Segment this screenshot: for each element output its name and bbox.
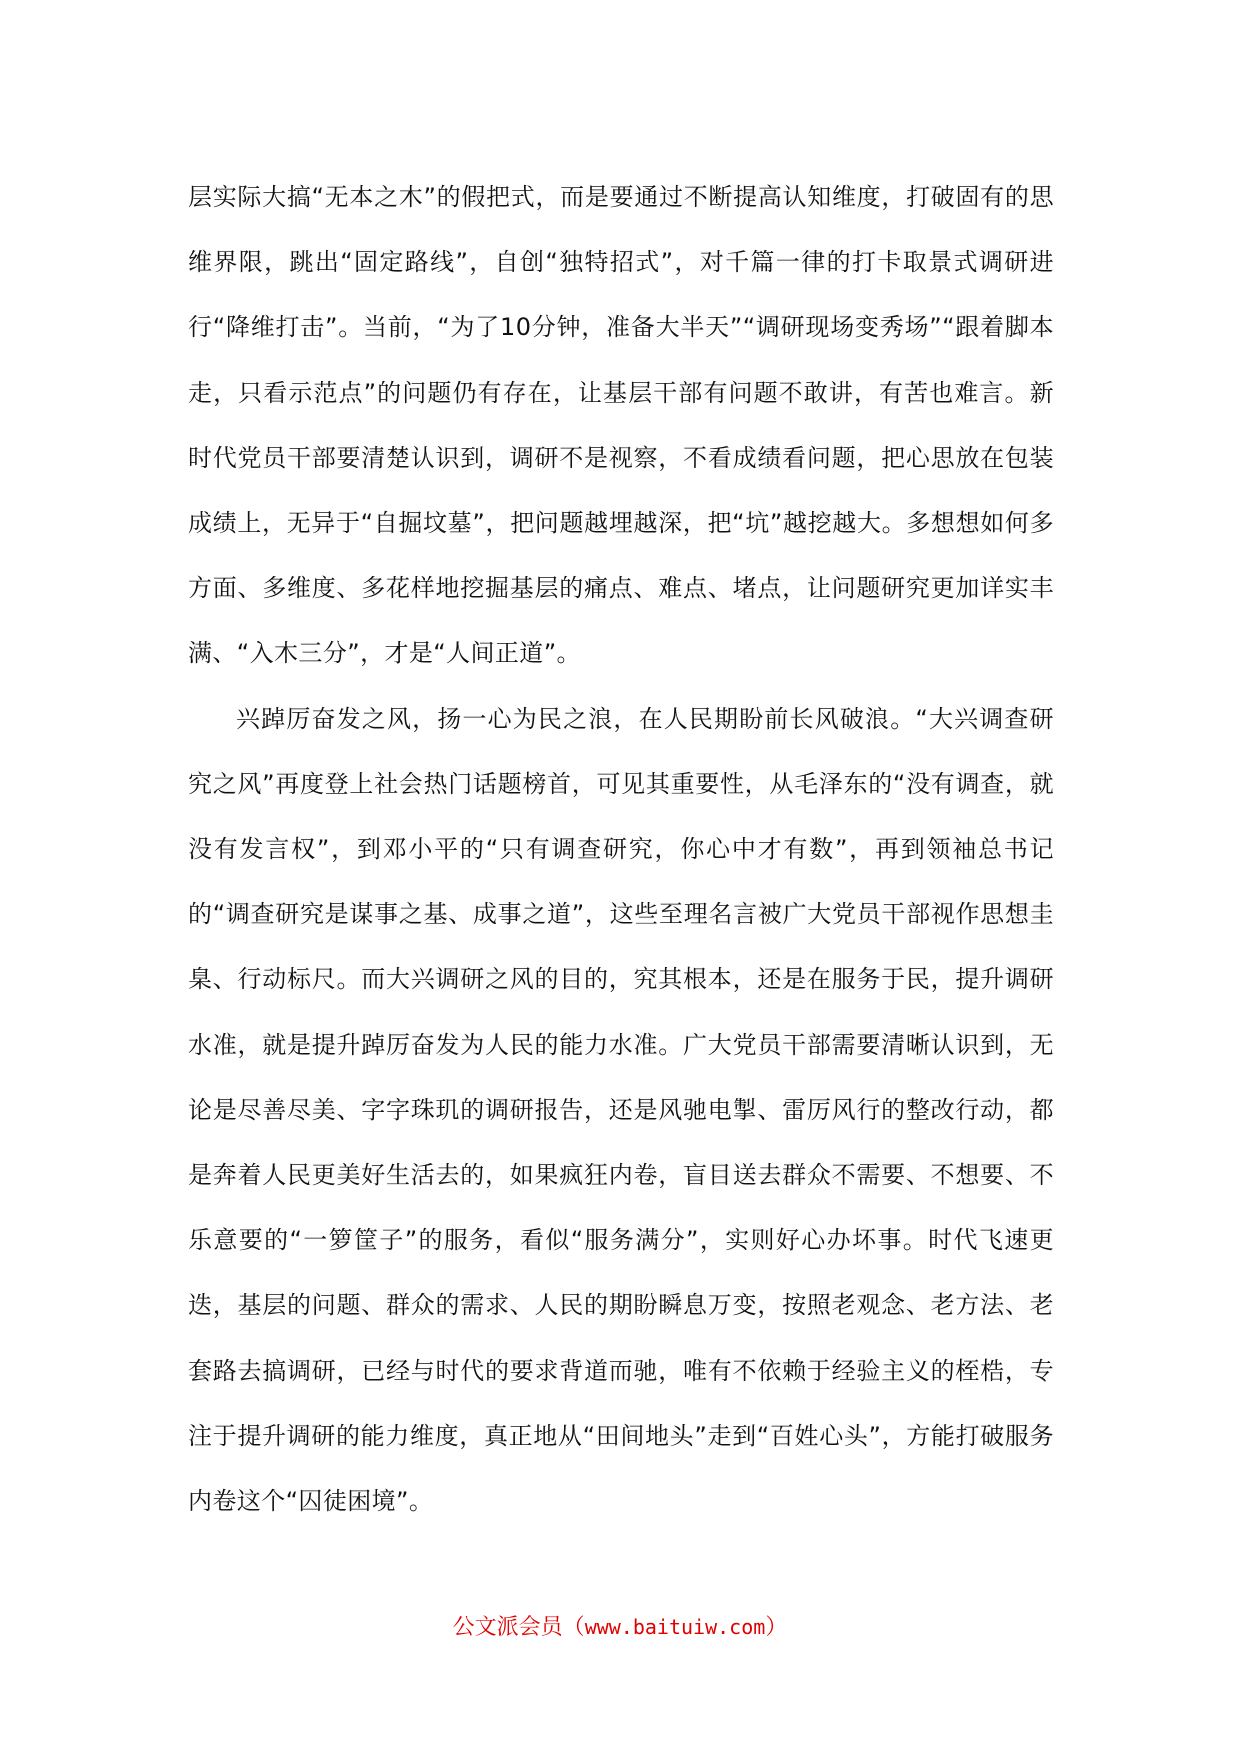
document-body bbox=[188, 165, 1054, 1534]
footer-site-name: 公文派会员（ bbox=[452, 1615, 585, 1640]
paragraph-1: 层实际大搞“无本之木”的假把式，而是要通过不断提高认知维度，打破固有的思维界限，跳出“固定路线”，自创“独特招式”，对千篇一律的打卡取景式调研进行“降维打击”。当前，“为了10分钟，准备大半天”“调研现场变秀场”“跟着脚本走，只看示范点”的问题仍有存在，让基层干部有问题不敢讲，有苦也难言。新时代党员干部要清楚认识到，调研不是视察，不看成绩看问题，把心思放在包装成绩上，无异于“自掘坟墓”，把问题越埋越深，把“坑”越挖越大。多想想如何多方面、多维度、多花样地挖掘基层的痛点、难点、堵点，让问题研究更加详实丰满、“入木三分”，才是“人间正道”。 bbox=[188, 183, 1054, 668]
paragraph-2: 兴踔厉奋发之风，扬一心为民之浪，在人民期盼前长风破浪。“大兴调查研究之风”再度登上社会热门话题榜首，可见其重要性，从毛泽东的“没有调查，就没有发言权”，到邓小平的“只有调查研究，你心中才有数”，再到领袖总书记的“调查研究是谋事之基、成事之道”，这些至理名言被广大党员干部视作思想圭臬、行动标尺。而大兴调研之风的目的，究其根本，还是在服务于民，提升调研水准，就是提升踔厉奋发为人民的能力水准。广大党员干部需要清晰认识到，无论是尽善尽美、字字珠玑的调研报告，还是风驰电掣、雷厉风行的整改行动，都是奔着人民更美好生活去的，如果疯狂内卷，盲目送去群众不需要、不想要、不乐意要的“一箩筐子”的服务，看似“服务满分”，实则好心办坏事。时代飞速更迭，基层的问题、群众的需求、人民的期盼瞬息万变，按照老观念、老方法、老套路去搞调研，已经与时代的要求背道而驰，唯有不依赖于经验主义的桎梏，专注于提升调研的能力维度，真正地从“田间地头”走到“百姓心头”，方能打破服务内卷这个“囚徒困境”。 bbox=[188, 704, 1054, 1516]
footer-close-paren: ） bbox=[765, 1615, 788, 1640]
footer-watermark bbox=[0, 1610, 1240, 1641]
footer-url-link[interactable]: www.baituiw.com bbox=[584, 1615, 766, 1639]
